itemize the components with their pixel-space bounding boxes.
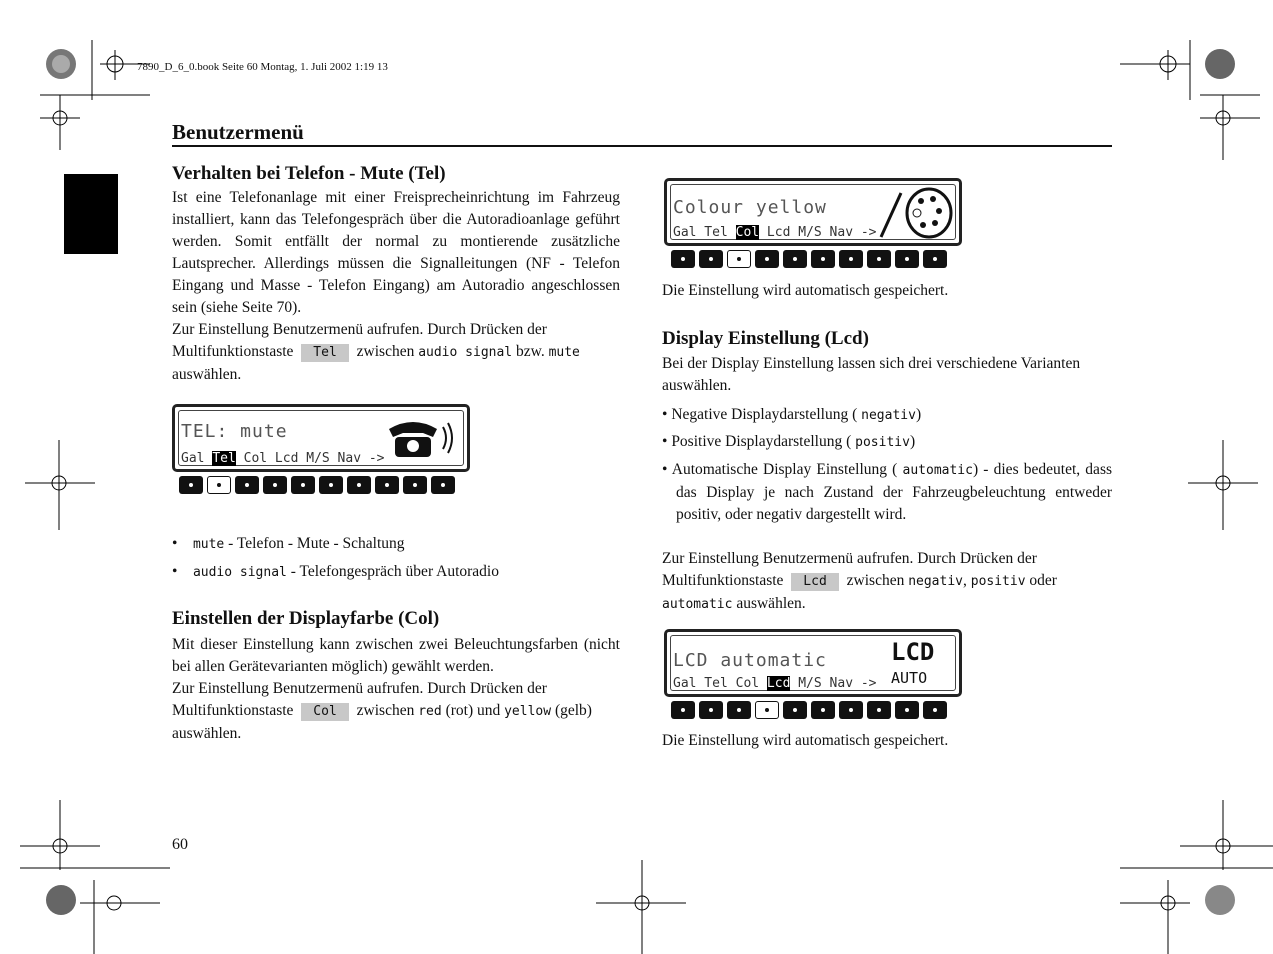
bullet-text-end: ) - dies bedeutet, dass das Display je nach Zustand der Fahrzeugbeleuchtung entweder positiv, oder negativ dargestellt wird. <box>676 461 1113 523</box>
page-number: 60 <box>172 836 188 853</box>
tel-instruction-end: auswählen. <box>172 366 242 383</box>
tel-instruction <box>172 319 620 386</box>
preset-button[interactable] <box>671 250 695 268</box>
preset-button[interactable] <box>235 476 259 494</box>
lcd-col-menu-post: Lcd M/S Nav -> <box>759 225 877 240</box>
registration-mark-right-middle <box>1188 440 1258 530</box>
lcd-bullet-item: • Negative Displaydarstellung ( negativ) <box>662 406 922 423</box>
preset-button[interactable] <box>895 701 919 719</box>
lcd-col-top-text: Colour yellow <box>673 197 827 218</box>
section-heading-tel: Verhalten bei Telefon - Mute (Tel) <box>172 163 446 184</box>
preset-button-row-tel <box>179 476 455 494</box>
preset-button[interactable] <box>671 701 695 719</box>
preset-button[interactable] <box>839 701 863 719</box>
bullet-text-end: ) <box>909 433 916 450</box>
section-heading-lcd: Display Einstellung (Lcd) <box>662 328 869 349</box>
registration-mark-bottom-left <box>20 800 170 954</box>
col-paragraph <box>172 634 620 745</box>
preset-button-selected[interactable] <box>755 701 779 719</box>
tel-bullet-item: • mute - Telefon - Mute - Schaltung <box>172 535 405 552</box>
preset-button[interactable] <box>811 250 835 268</box>
col-option-red: red <box>418 704 442 719</box>
registration-mark-top-left <box>40 40 150 150</box>
preset-button[interactable] <box>291 476 315 494</box>
registration-mark-top-right <box>1120 40 1260 160</box>
registration-mark-bottom-center <box>596 860 686 954</box>
preset-button[interactable] <box>783 701 807 719</box>
lcd-lcd-menu-selected: Lcd <box>766 676 791 691</box>
preset-button[interactable] <box>839 250 863 268</box>
bullet-code: positiv <box>855 435 910 450</box>
lcd-auto-label: AUTO <box>891 669 928 687</box>
preset-button[interactable] <box>699 701 723 719</box>
lcd-instruction-text: Zur Einstellung Benutzermenü aufrufen. Durch Drücken der Multifunktionstaste <box>662 550 1037 589</box>
preset-button[interactable] <box>867 250 891 268</box>
lcd-intro-text: Bei der Display Einstellung lassen sich drei verschiedene Varianten auswählen. <box>662 355 1081 394</box>
page-title: Benutzermenü <box>172 120 304 144</box>
lcd-instruction-or: oder <box>1029 572 1057 589</box>
tel-option-mute: mute <box>548 345 580 360</box>
lcd-col-menu-selected: Col <box>735 225 760 240</box>
book-header-line: 7890_D_6_0.book Seite 60 Montag, 1. Juli 2002 1:19 13 <box>137 61 388 73</box>
bullet-text: - Telefon - Mute - Schaltung <box>224 535 405 552</box>
preset-button[interactable] <box>179 476 203 494</box>
lcd-option-negativ: negativ <box>908 574 963 589</box>
preset-button[interactable] <box>727 701 751 719</box>
registration-mark-left-middle <box>25 440 95 530</box>
lcd-instruction-end: auswählen. <box>736 595 806 612</box>
bullet-text: Automatische Display Einstellung ( <box>671 461 898 478</box>
lcd-lcd-top-text: LCD automatic <box>673 650 827 671</box>
telephone-icon <box>383 415 463 461</box>
title-rule <box>172 145 1112 147</box>
col-intro-text: Mit dieser Einstellung kann zwischen zwei Beleuchtungsfarben (nicht bei allen Gerätevarianten möglich) gewählt werden. <box>172 636 620 675</box>
bullet-code: automatic <box>902 463 973 478</box>
lcd-col-menu-pre: Gal Tel <box>673 225 736 240</box>
caption-lcd-saved: Die Einstellung wird automatisch gespeichert. <box>662 732 949 749</box>
bullet-text: - Telefongespräch über Autoradio <box>286 563 499 580</box>
lcd-lcd-menu-pre: Gal Tel Col <box>673 676 767 691</box>
col-instruction-text: Zur Einstellung Benutzermenü aufrufen. Durch Drücken der Multifunktionstaste <box>172 680 547 719</box>
col-option-yellow: yellow <box>504 704 552 719</box>
preset-button[interactable] <box>319 476 343 494</box>
col-instruction-between: zwischen <box>356 702 415 719</box>
preset-button[interactable] <box>699 250 723 268</box>
lcd-key: Lcd <box>791 573 838 591</box>
preset-button-selected[interactable] <box>207 476 231 494</box>
bullet-code: mute <box>192 537 225 552</box>
tel-instruction-between: zwischen <box>356 343 415 360</box>
preset-button-selected[interactable] <box>727 250 751 268</box>
lcd-tel-menu-post: Col Lcd M/S Nav -> <box>235 451 385 466</box>
lcd-bullet-item: • Positive Displaydarstellung ( positiv) <box>662 433 916 450</box>
bullet-text: Negative Displaydarstellung ( <box>671 406 858 423</box>
preset-button-row-lcd <box>671 701 947 719</box>
col-instruction-end: (gelb) auswählen. <box>172 702 592 742</box>
section-heading-col: Einstellen der Displayfarbe (Col) <box>172 608 440 629</box>
bullet-text-end: ) <box>915 406 922 423</box>
preset-button[interactable] <box>923 250 947 268</box>
lcd-option-positiv: positiv <box>970 574 1026 589</box>
preset-button-row-colour <box>671 250 947 268</box>
preset-button[interactable] <box>811 701 835 719</box>
tel-instruction-text: Zur Einstellung Benutzermenü aufrufen. Durch Drücken der Multifunktionstaste <box>172 321 547 360</box>
lcd-col-menu <box>673 225 877 240</box>
preset-button[interactable] <box>403 476 427 494</box>
chapter-tab-marker <box>64 174 118 254</box>
preset-button[interactable] <box>923 701 947 719</box>
lcd-tel-top-text: TEL: mute <box>181 421 288 442</box>
col-key: Col <box>301 703 348 721</box>
bullet-code: negativ <box>861 408 916 423</box>
preset-button[interactable] <box>347 476 371 494</box>
lcd-option-automatic: automatic <box>662 597 733 612</box>
tel-bullet-item: • audio signal - Telefongespräch über Autoradio <box>172 563 499 580</box>
tel-instruction-or: bzw. <box>516 343 545 360</box>
preset-button[interactable] <box>867 701 891 719</box>
caption-colour-saved: Die Einstellung wird automatisch gespeichert. <box>662 282 949 299</box>
preset-button[interactable] <box>755 250 779 268</box>
lcd-tel-menu <box>181 451 385 466</box>
lcd-instruction-between: zwischen <box>846 572 905 589</box>
preset-button[interactable] <box>895 250 919 268</box>
lcd-display-lcd <box>664 629 962 697</box>
tel-intro-text: Ist eine Telefonanlage mit einer Freisprecheinrichtung im Fahrzeug installiert, kann das Telefongespräch über die Autoradioanlage geführt werden. Somit entfällt der normal zu montierende zusätzliche Lautsprecher. Allerdings müssen die Signalleitungen (NF - Telefon Eingang und Masse - Telefon Eingang) am Autoradio angeschlossen sein (siehe Seite 70). <box>172 189 620 316</box>
tel-key: Tel <box>301 344 348 362</box>
bullet-code: audio signal <box>192 565 287 580</box>
tel-paragraph <box>172 187 620 386</box>
bullet-text: Positive Displaydarstellung ( <box>671 433 852 450</box>
lcd-big-label: LCD <box>891 638 935 666</box>
registration-mark-bottom-right <box>1120 800 1273 954</box>
lcd-display-colour <box>664 178 962 246</box>
lcd-tel-menu-pre: Gal <box>181 451 213 466</box>
preset-button[interactable] <box>375 476 399 494</box>
col-instruction <box>172 678 620 745</box>
preset-button[interactable] <box>783 250 807 268</box>
tel-option-audio-signal: audio signal <box>418 345 513 360</box>
paint-palette-icon <box>879 185 955 241</box>
lcd-display-tel <box>172 404 470 472</box>
lcd-tel-menu-selected: Tel <box>212 451 236 466</box>
col-instruction-and: (rot) und <box>445 702 501 719</box>
lcd-lcd-menu-post: M/S Nav -> <box>790 676 877 691</box>
lcd-lcd-menu <box>673 676 877 691</box>
lcd-bullet-item: • Automatische Display Einstellung ( automatic) - dies bedeutet, dass das Display je nach Zustand der Fahrzeugbeleuchtung entweder positiv, oder negativ dargestellt wird. <box>662 461 1113 523</box>
preset-button[interactable] <box>263 476 287 494</box>
preset-button[interactable] <box>431 476 455 494</box>
lcd-instruction: Zur Einstellung Benutzermenü aufrufen. Durch Drücken der Multifunktionstaste Lcd zwischen negativ, positiv oder automatic auswählen. <box>662 550 1057 612</box>
